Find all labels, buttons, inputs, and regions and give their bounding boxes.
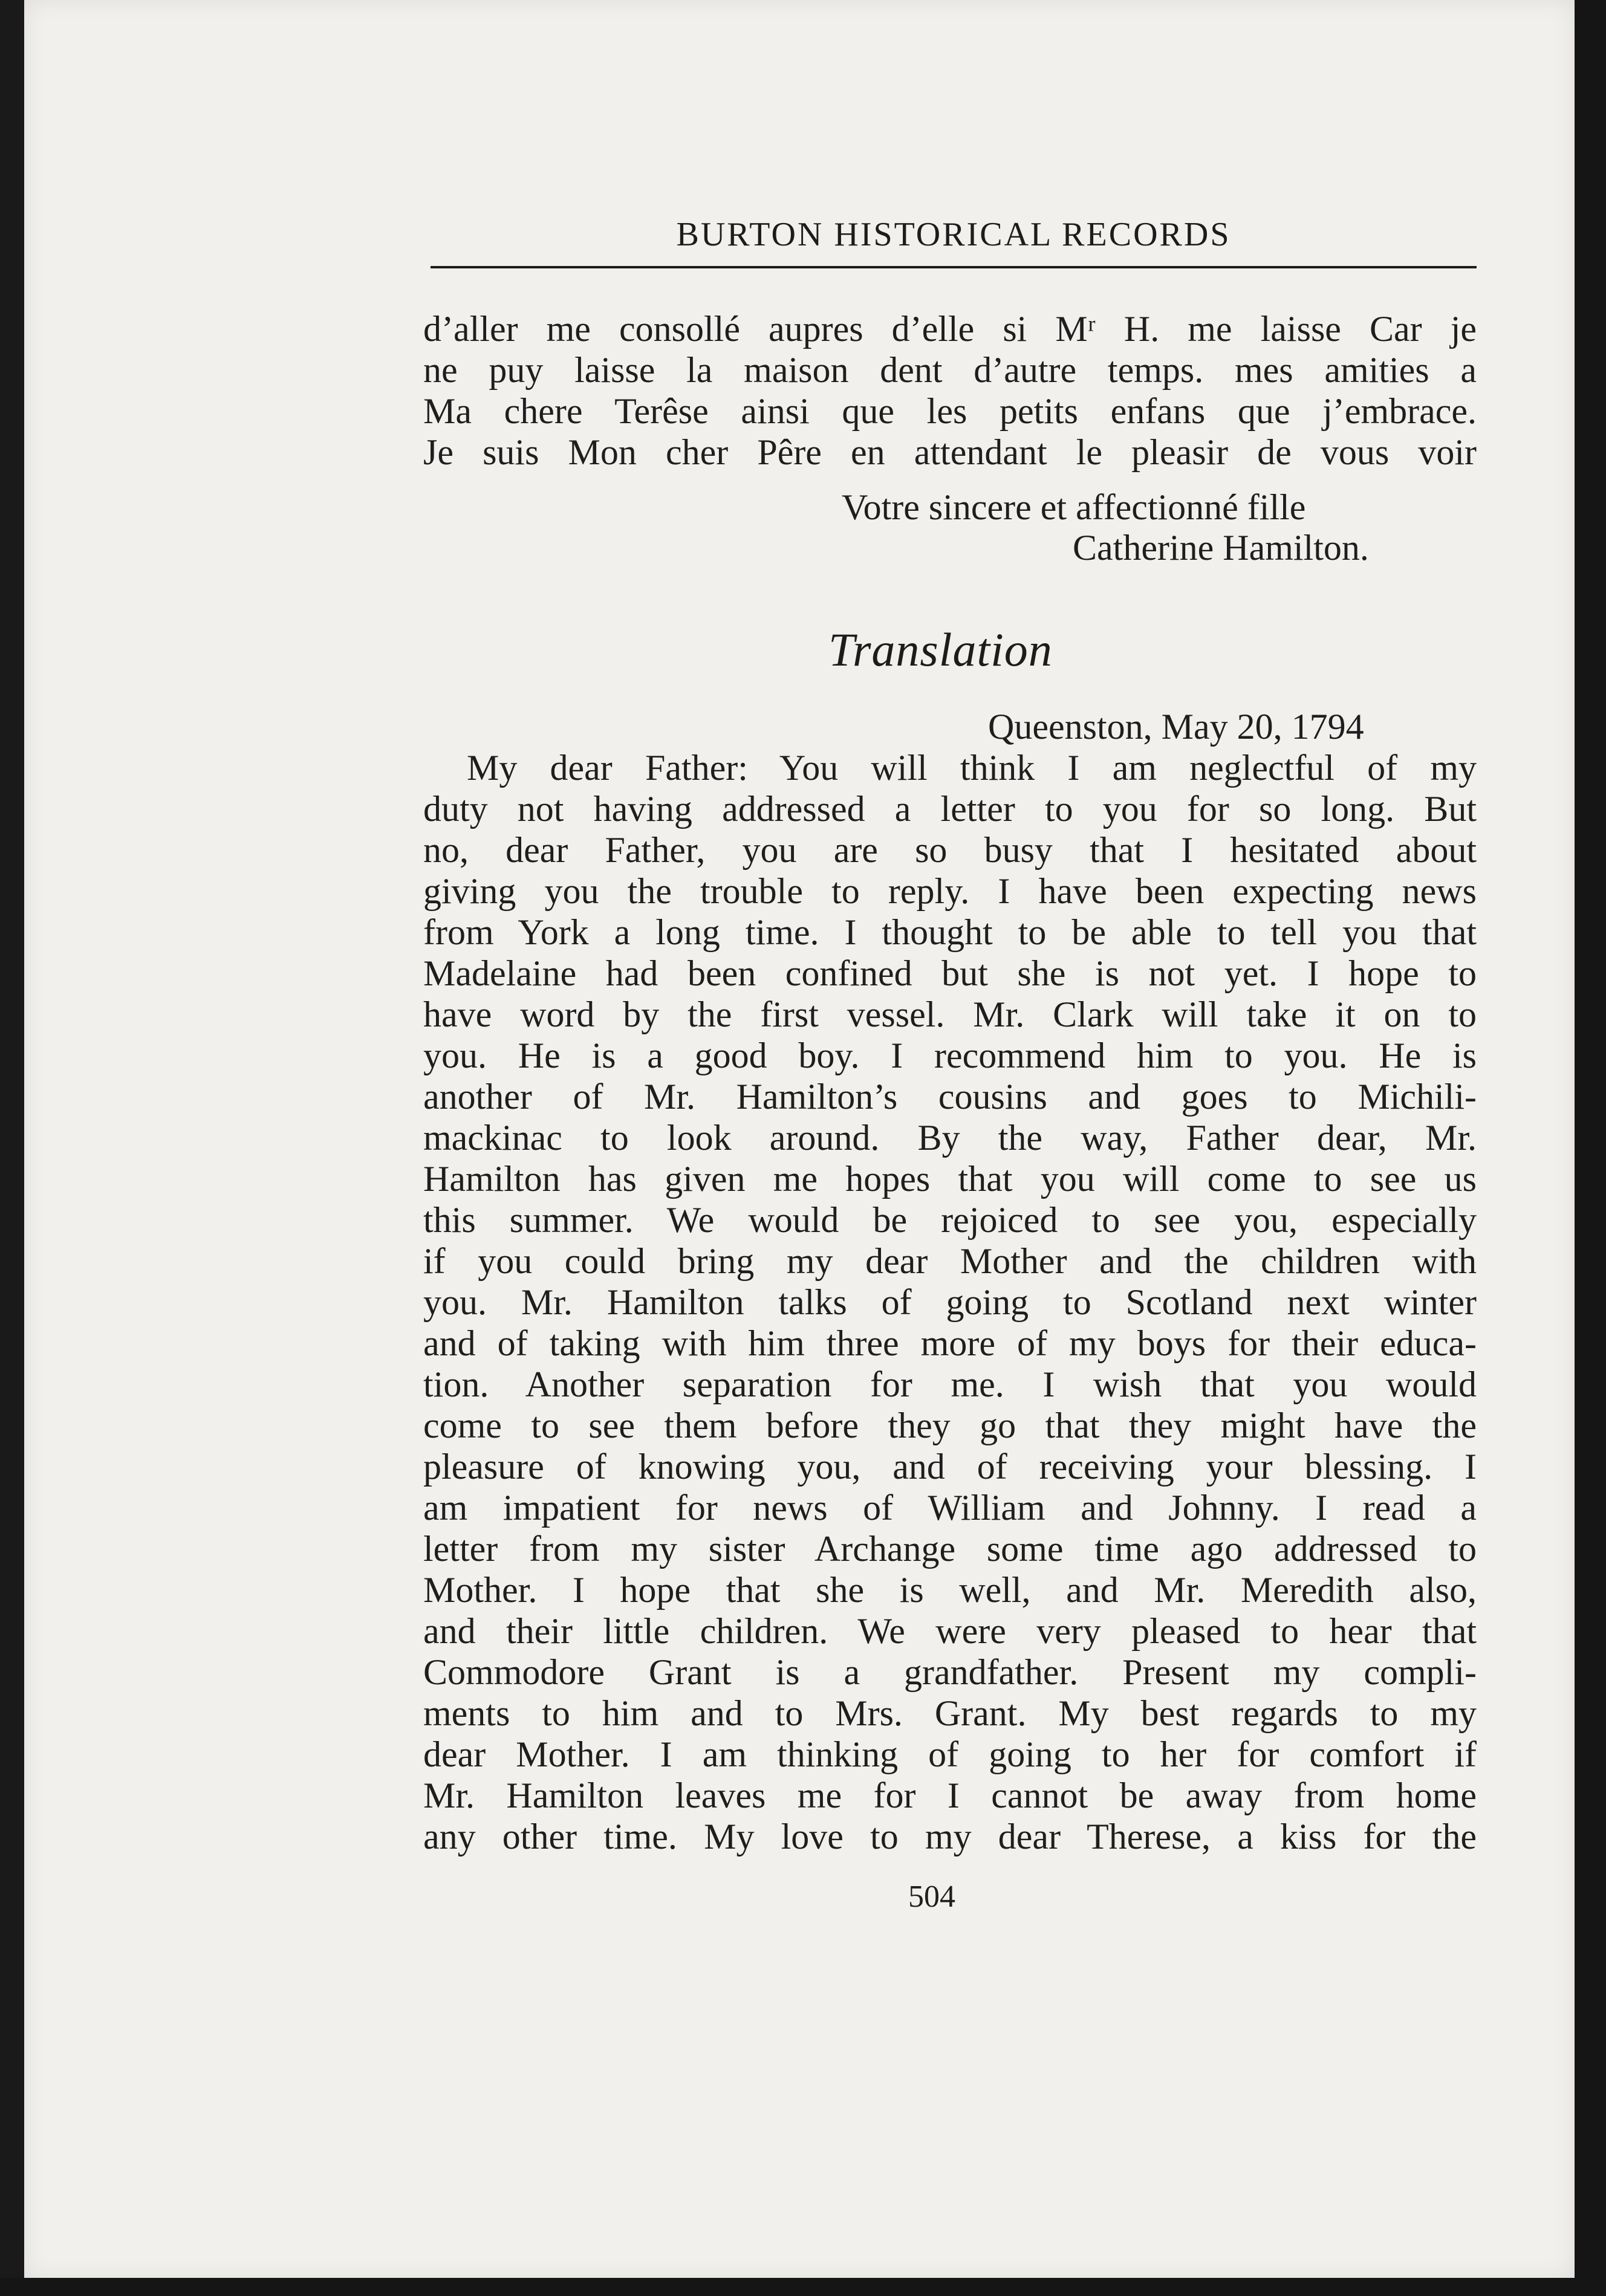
translation-text bbox=[423, 747, 1477, 1857]
text-line: am impatient for news of William and Johnny. I read a bbox=[423, 1488, 1477, 1528]
running-head: BURTON HISTORICAL RECORDS bbox=[676, 216, 1231, 253]
text-line: and their little children. We were very pleased to hear that bbox=[423, 1611, 1477, 1651]
text-line: pleasure of knowing you, and of receiving your blessing. I bbox=[423, 1447, 1477, 1487]
letter-closing: Votre sincere et affectionné fille bbox=[842, 487, 1306, 527]
text-line: this summer. We would be rejoiced to see you, especially bbox=[423, 1200, 1477, 1240]
text-line: no, dear Father, you are so busy that I hesitated about bbox=[423, 830, 1477, 870]
text-line: dear Mother. I am thinking of going to her for comfort if bbox=[423, 1734, 1477, 1774]
text-line: tion. Another separation for me. I wish that you would bbox=[423, 1364, 1477, 1404]
text-line: duty not having addressed a letter to you for so long. But bbox=[423, 789, 1477, 829]
header-rule bbox=[431, 266, 1477, 268]
section-title: Translation bbox=[828, 623, 1053, 676]
text-line: another of Mr. Hamilton’s cousins and goes to Michili- bbox=[423, 1077, 1477, 1117]
text-line: d’aller me consollé aupres d’elle si Mʳ H. me laisse Car je bbox=[423, 309, 1477, 349]
french-letter-text bbox=[423, 308, 1477, 473]
letter-dateline: Queenston, May 20, 1794 bbox=[988, 707, 1364, 747]
text-line: Mr. Hamilton leaves me for I cannot be away from home bbox=[423, 1776, 1477, 1815]
text-line: have word by the first vessel. Mr. Clark will take it on to bbox=[423, 994, 1477, 1034]
text-line: ments to him and to Mrs. Grant. My best regards to my bbox=[423, 1693, 1477, 1733]
text-line: ne puy laisse la maison dent d’autre temps. mes amities a bbox=[423, 350, 1477, 390]
text-line: come to see them before they go that they might have the bbox=[423, 1406, 1477, 1445]
text-line: Madelaine had been confined but she is not yet. I hope to bbox=[423, 953, 1477, 993]
text-line: giving you the trouble to reply. I have been expecting news bbox=[423, 871, 1477, 911]
text-line: you. He is a good boy. I recommend him to you. He is bbox=[423, 1036, 1477, 1075]
text-line: if you could bring my dear Mother and the children with bbox=[423, 1241, 1477, 1281]
text-line: mackinac to look around. By the way, Father dear, Mr. bbox=[423, 1118, 1477, 1158]
text-line: Ma chere Terêse ainsi que les petits enfans que j’embrace. bbox=[423, 391, 1477, 431]
text-line: you. Mr. Hamilton talks of going to Scotland next winter bbox=[423, 1282, 1477, 1322]
text-line: Hamilton has given me hopes that you will come to see us bbox=[423, 1159, 1477, 1199]
text-line: and of taking with him three more of my boys for their educa- bbox=[423, 1323, 1477, 1363]
scan-edge-bottom bbox=[0, 2278, 1606, 2296]
text-line: letter from my sister Archange some time ago addressed to bbox=[423, 1529, 1477, 1569]
text-line: from York a long time. I thought to be able to tell you that bbox=[423, 912, 1477, 952]
text-line: Je suis Mon cher Pêre en attendant le pleasir de vous voir bbox=[423, 432, 1477, 472]
scan-edge-right bbox=[1575, 0, 1606, 2296]
text-line: Commodore Grant is a grandfather. Present my compli- bbox=[423, 1652, 1477, 1692]
text-line: My dear Father: You will think I am neglectful of my bbox=[467, 748, 1477, 788]
text-line: any other time. My love to my dear Therese, a kiss for the bbox=[423, 1817, 1477, 1857]
text-line: Mother. I hope that she is well, and Mr. Meredith also, bbox=[423, 1570, 1477, 1610]
page-number: 504 bbox=[908, 1879, 955, 1914]
letter-signature: Catherine Hamilton. bbox=[1073, 528, 1369, 568]
